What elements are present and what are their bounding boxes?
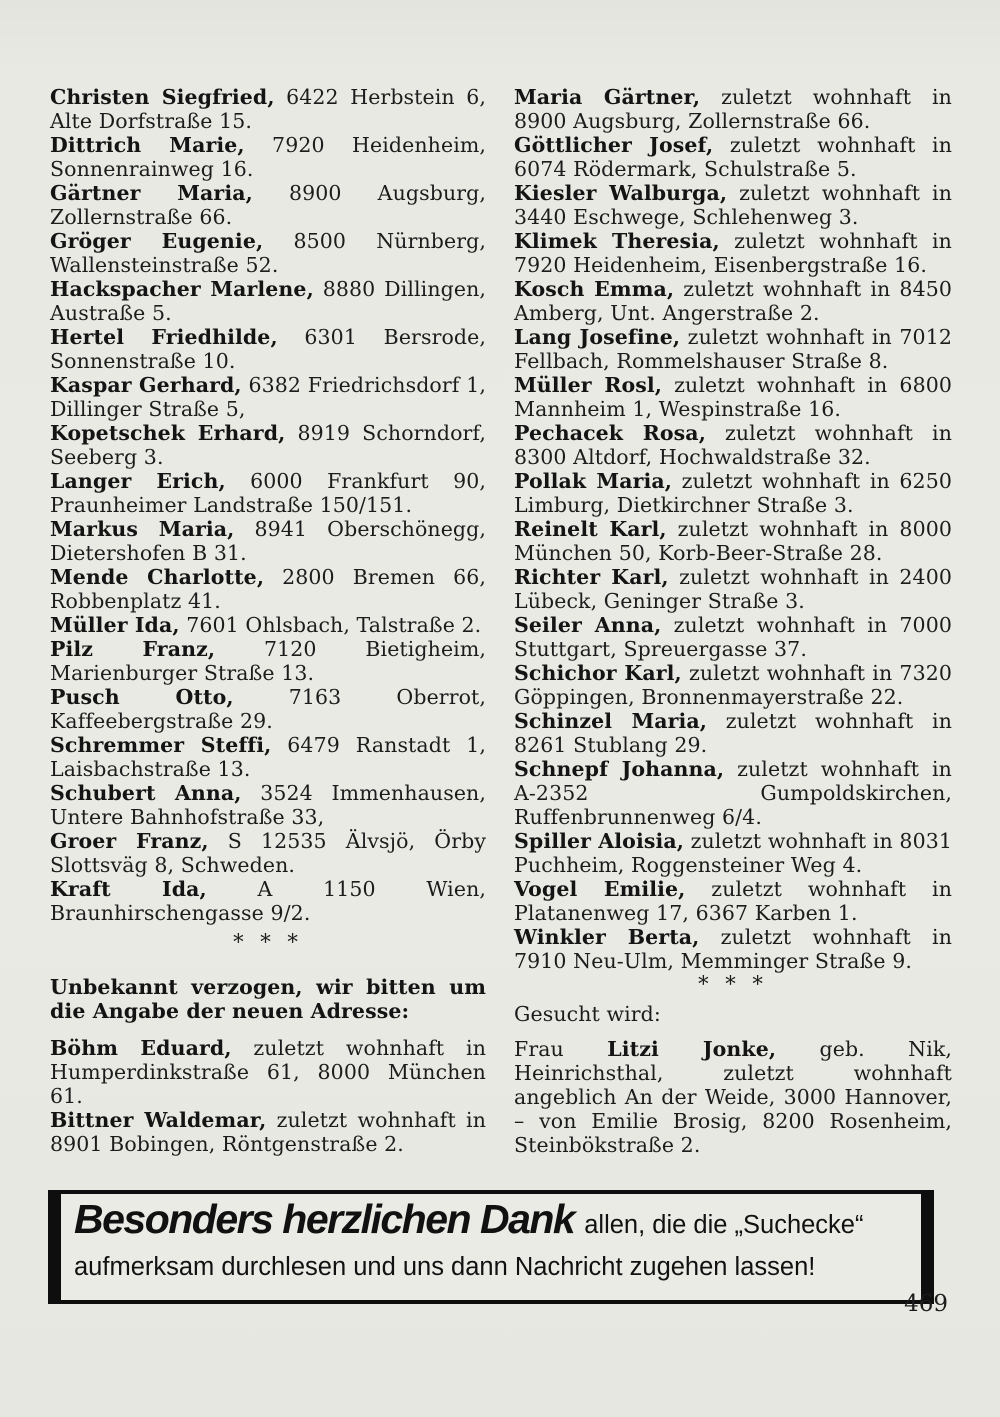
entry-address: zuletzt wohnhaft in 8031 Puchheim, Roggensteiner Weg 4. (514, 829, 952, 877)
directory-entry (50, 829, 486, 877)
directory-list-right (514, 85, 952, 973)
directory-entry (50, 637, 486, 685)
person-name: Kopetschek Erhard, (50, 421, 286, 445)
directory-entry (50, 421, 486, 469)
sought-label: Gesucht wird: (514, 1002, 661, 1026)
directory-entry (50, 1108, 486, 1156)
entry-address: 8500 Nürnberg, Wallensteinstraße 52. (50, 229, 486, 277)
directory-entry (50, 181, 486, 229)
person-name: Maria Gärtner, (514, 85, 701, 109)
entry-address: zuletzt wohnhaft in 6074 Rödermark, Schulstraße 5. (514, 133, 952, 181)
person-name: Christen Siegfried, (50, 85, 275, 109)
entry-address: S 12535 Älvsjö, Örby Slottsväg 8, Schweden. (50, 829, 486, 877)
left-column (50, 85, 486, 1156)
entry-address: 2800 Bremen 66, Robbenplatz 41. (50, 565, 486, 613)
directory-entry (514, 565, 952, 613)
page-number: 469 (904, 1291, 948, 1317)
entry-address: 8919 Schorndorf, Seeberg 3. (50, 421, 486, 469)
directory-entry (50, 325, 486, 373)
entry-address: 7601 Ohlsbach, Talstraße 2. (179, 613, 482, 637)
directory-entry (50, 1036, 486, 1108)
directory-entry (514, 829, 952, 877)
person-name: Klimek Theresia, (514, 229, 720, 253)
entry-address: zuletzt wohnhaft in Platanenweg 17, 6367 Karben 1. (514, 877, 952, 925)
entry-address: zuletzt wohnhaft in 2400 Lübeck, Geninger Straße 3. (514, 565, 952, 613)
entry-address: 8941 Oberschönegg, Dietershofen B 31. (50, 517, 486, 565)
entry-address: 6422 Herbstein 6, Alte Dorfstraße 15. (50, 85, 486, 133)
person-name: Pilz Franz, (50, 637, 216, 661)
person-name: Pollak Maria, (514, 469, 673, 493)
person-name: Gröger Eugenie, (50, 229, 264, 253)
banner-line (74, 1196, 907, 1290)
person-name: Mende Charlotte, (50, 565, 265, 589)
section-separator: * * * (698, 972, 768, 996)
person-name: Schnepf Johanna, (514, 757, 725, 781)
entry-address: zuletzt wohnhaft in 7320 Göppingen, Bronnenmayerstraße 22. (514, 661, 952, 709)
directory-entry (514, 229, 952, 277)
entry-address: zuletzt wohnhaft in 7000 Stuttgart, Spreuergasse 37. (514, 613, 952, 661)
directory-entry (514, 661, 952, 709)
person-name: Böhm Eduard, (50, 1036, 232, 1060)
sought-details: geb. Nik, Heinrichsthal, zuletzt wohnhaft angeblich An der Weide, 3000 Hannover, – von Emilie Brosig, 8200 Rosenheim, Steinbökstraße 2. (514, 1037, 952, 1157)
directory-entry (50, 781, 486, 829)
directory-entry (514, 325, 952, 373)
directory-entry (514, 709, 952, 757)
directory-entry (50, 85, 486, 133)
person-name: Seiler Anna, (514, 613, 662, 637)
entry-address: 6301 Bersrode, Sonnenstraße 10. (50, 325, 486, 373)
person-name: Bittner Waldemar, (50, 1108, 267, 1132)
sought-paragraph (514, 1037, 952, 1157)
banner-text: allen, die die „Suchecke“ aufmerksam durchlesen und uns dann Nachricht zugehen lassen! (74, 1211, 864, 1281)
entry-address: zuletzt wohnhaft in 8450 Amberg, Unt. Angerstraße 2. (514, 277, 952, 325)
entry-address: 7163 Oberrot, Kaffeebergstraße 29. (50, 685, 486, 733)
person-name: Kaspar Gerhard, (50, 373, 242, 397)
directory-entry (514, 181, 952, 229)
sought-prefix: Frau (514, 1037, 608, 1061)
moved-list (50, 1036, 486, 1156)
directory-entry (50, 277, 486, 325)
directory-entry (514, 85, 952, 133)
person-name: Göttlicher Josef, (514, 133, 714, 157)
directory-entry (50, 517, 486, 565)
entry-address: zuletzt wohnhaft in 3440 Eschwege, Schlehenweg 3. (514, 181, 953, 229)
directory-entry (50, 733, 486, 781)
entry-address: zuletzt wohnhaft in A-2352 Gumpoldskirchen, Ruffenbrunnenweg 6/4. (514, 757, 952, 829)
directory-entry (50, 373, 486, 421)
entry-address: 8900 Augsburg, Zollernstraße 66. (50, 181, 486, 229)
entry-address: 8880 Dillingen, Austraße 5. (50, 277, 486, 325)
person-name: Müller Ida, (50, 613, 180, 637)
entry-address: A 1150 Wien, Braunhirschengasse 9/2. (50, 877, 486, 925)
right-column (514, 85, 952, 1157)
entry-address: 7920 Heidenheim, Sonnenrainweg 16. (50, 133, 487, 181)
directory-entry (514, 517, 952, 565)
directory-entry (50, 469, 486, 517)
directory-entry (514, 613, 952, 661)
person-name: Pechacek Rosa, (514, 421, 706, 445)
directory-entry (50, 613, 486, 637)
moved-section-heading: Unbekannt verzogen, wir bitten um die Angabe der neuen Adresse: (50, 975, 486, 1023)
entry-address: zuletzt wohnhaft in 8900 Augsburg, Zollernstraße 66. (514, 85, 952, 133)
person-name: Schichor Karl, (514, 661, 682, 685)
directory-entry (50, 229, 486, 277)
entry-address: zuletzt wohnhaft in 8300 Altdorf, Hochwaldstraße 32. (514, 421, 953, 469)
entry-address: 3524 Immenhausen, Untere Bahnhofstraße 33, (50, 781, 486, 829)
person-name: Groer Franz, (50, 829, 209, 853)
section-separator: * * * (233, 930, 303, 954)
directory-entry (514, 373, 952, 421)
banner-title: Besonders herzlichen Dank (74, 1196, 575, 1242)
person-name: Kosch Emma, (514, 277, 675, 301)
person-name: Langer Erich, (50, 469, 226, 493)
person-name: Markus Maria, (50, 517, 235, 541)
directory-entry (50, 877, 486, 925)
person-name: Müller Rosl, (514, 373, 663, 397)
person-name: Schubert Anna, (50, 781, 242, 805)
directory-entry (514, 925, 952, 973)
person-name: Gärtner Maria, (50, 181, 253, 205)
person-name: Hertel Friedhilde, (50, 325, 278, 349)
person-name: Schremmer Steffi, (50, 733, 272, 757)
entry-address: zuletzt wohnhaft in 6250 Limburg, Dietkirchner Straße 3. (514, 469, 952, 517)
person-name: Kraft Ida, (50, 877, 207, 901)
directory-list-left (50, 85, 486, 925)
person-name: Spiller Aloisia, (514, 829, 684, 853)
entry-address: zuletzt wohnhaft in 8261 Stublang 29. (514, 709, 952, 757)
person-name: Kiesler Walburga, (514, 181, 728, 205)
person-name: Litzi Jonke, (607, 1037, 777, 1061)
entry-address: 6000 Frankfurt 90, Praunheimer Landstraße 150/151. (50, 469, 486, 517)
person-name: Winkler Berta, (514, 925, 700, 949)
directory-entry (50, 685, 486, 733)
directory-entry (514, 277, 952, 325)
entry-address: zuletzt wohnhaft in 8000 München 50, Korb-Beer-Straße 28. (514, 517, 952, 565)
entry-address: zuletzt wohnhaft in 7920 Heidenheim, Eisenbergstraße 16. (514, 229, 952, 277)
person-name: Schinzel Maria, (514, 709, 708, 733)
directory-entry (514, 133, 952, 181)
entry-address: 7120 Bietigheim, Marienburger Straße 13. (50, 637, 486, 685)
directory-entry (50, 133, 486, 181)
entry-address: zuletzt wohnhaft in 7012 Fellbach, Rommelshauser Straße 8. (514, 325, 952, 373)
entry-address: 6479 Ranstadt 1, Laisbachstraße 13. (50, 733, 486, 781)
directory-entry (514, 757, 952, 829)
directory-entry (50, 565, 486, 613)
entry-address: zuletzt wohnhaft in 6800 Mannheim 1, Wespinstraße 16. (514, 373, 953, 421)
person-name: Pusch Otto, (50, 685, 234, 709)
person-name: Vogel Emilie, (514, 877, 686, 901)
person-name: Richter Karl, (514, 565, 669, 589)
person-name: Reinelt Karl, (514, 517, 667, 541)
directory-entry (514, 421, 952, 469)
person-name: Hackspacher Marlene, (50, 277, 314, 301)
person-name: Lang Josefine, (514, 325, 681, 349)
entry-address: 6382 Friedrichsdorf 1, Dillinger Straße 5, (50, 373, 486, 421)
thanks-banner (48, 1190, 934, 1304)
directory-entry (514, 877, 952, 925)
entry-address: zuletzt wohnhaft in 7910 Neu-Ulm, Memminger Straße 9. (514, 925, 952, 973)
entry-address: zuletzt wohnhaft in 8901 Bobingen, Röntgenstraße 2. (50, 1108, 486, 1156)
directory-entry (514, 469, 952, 517)
person-name: Dittrich Marie, (50, 133, 245, 157)
entry-address: zuletzt wohnhaft in Humperdinkstraße 61, 8000 München 61. (50, 1036, 486, 1108)
